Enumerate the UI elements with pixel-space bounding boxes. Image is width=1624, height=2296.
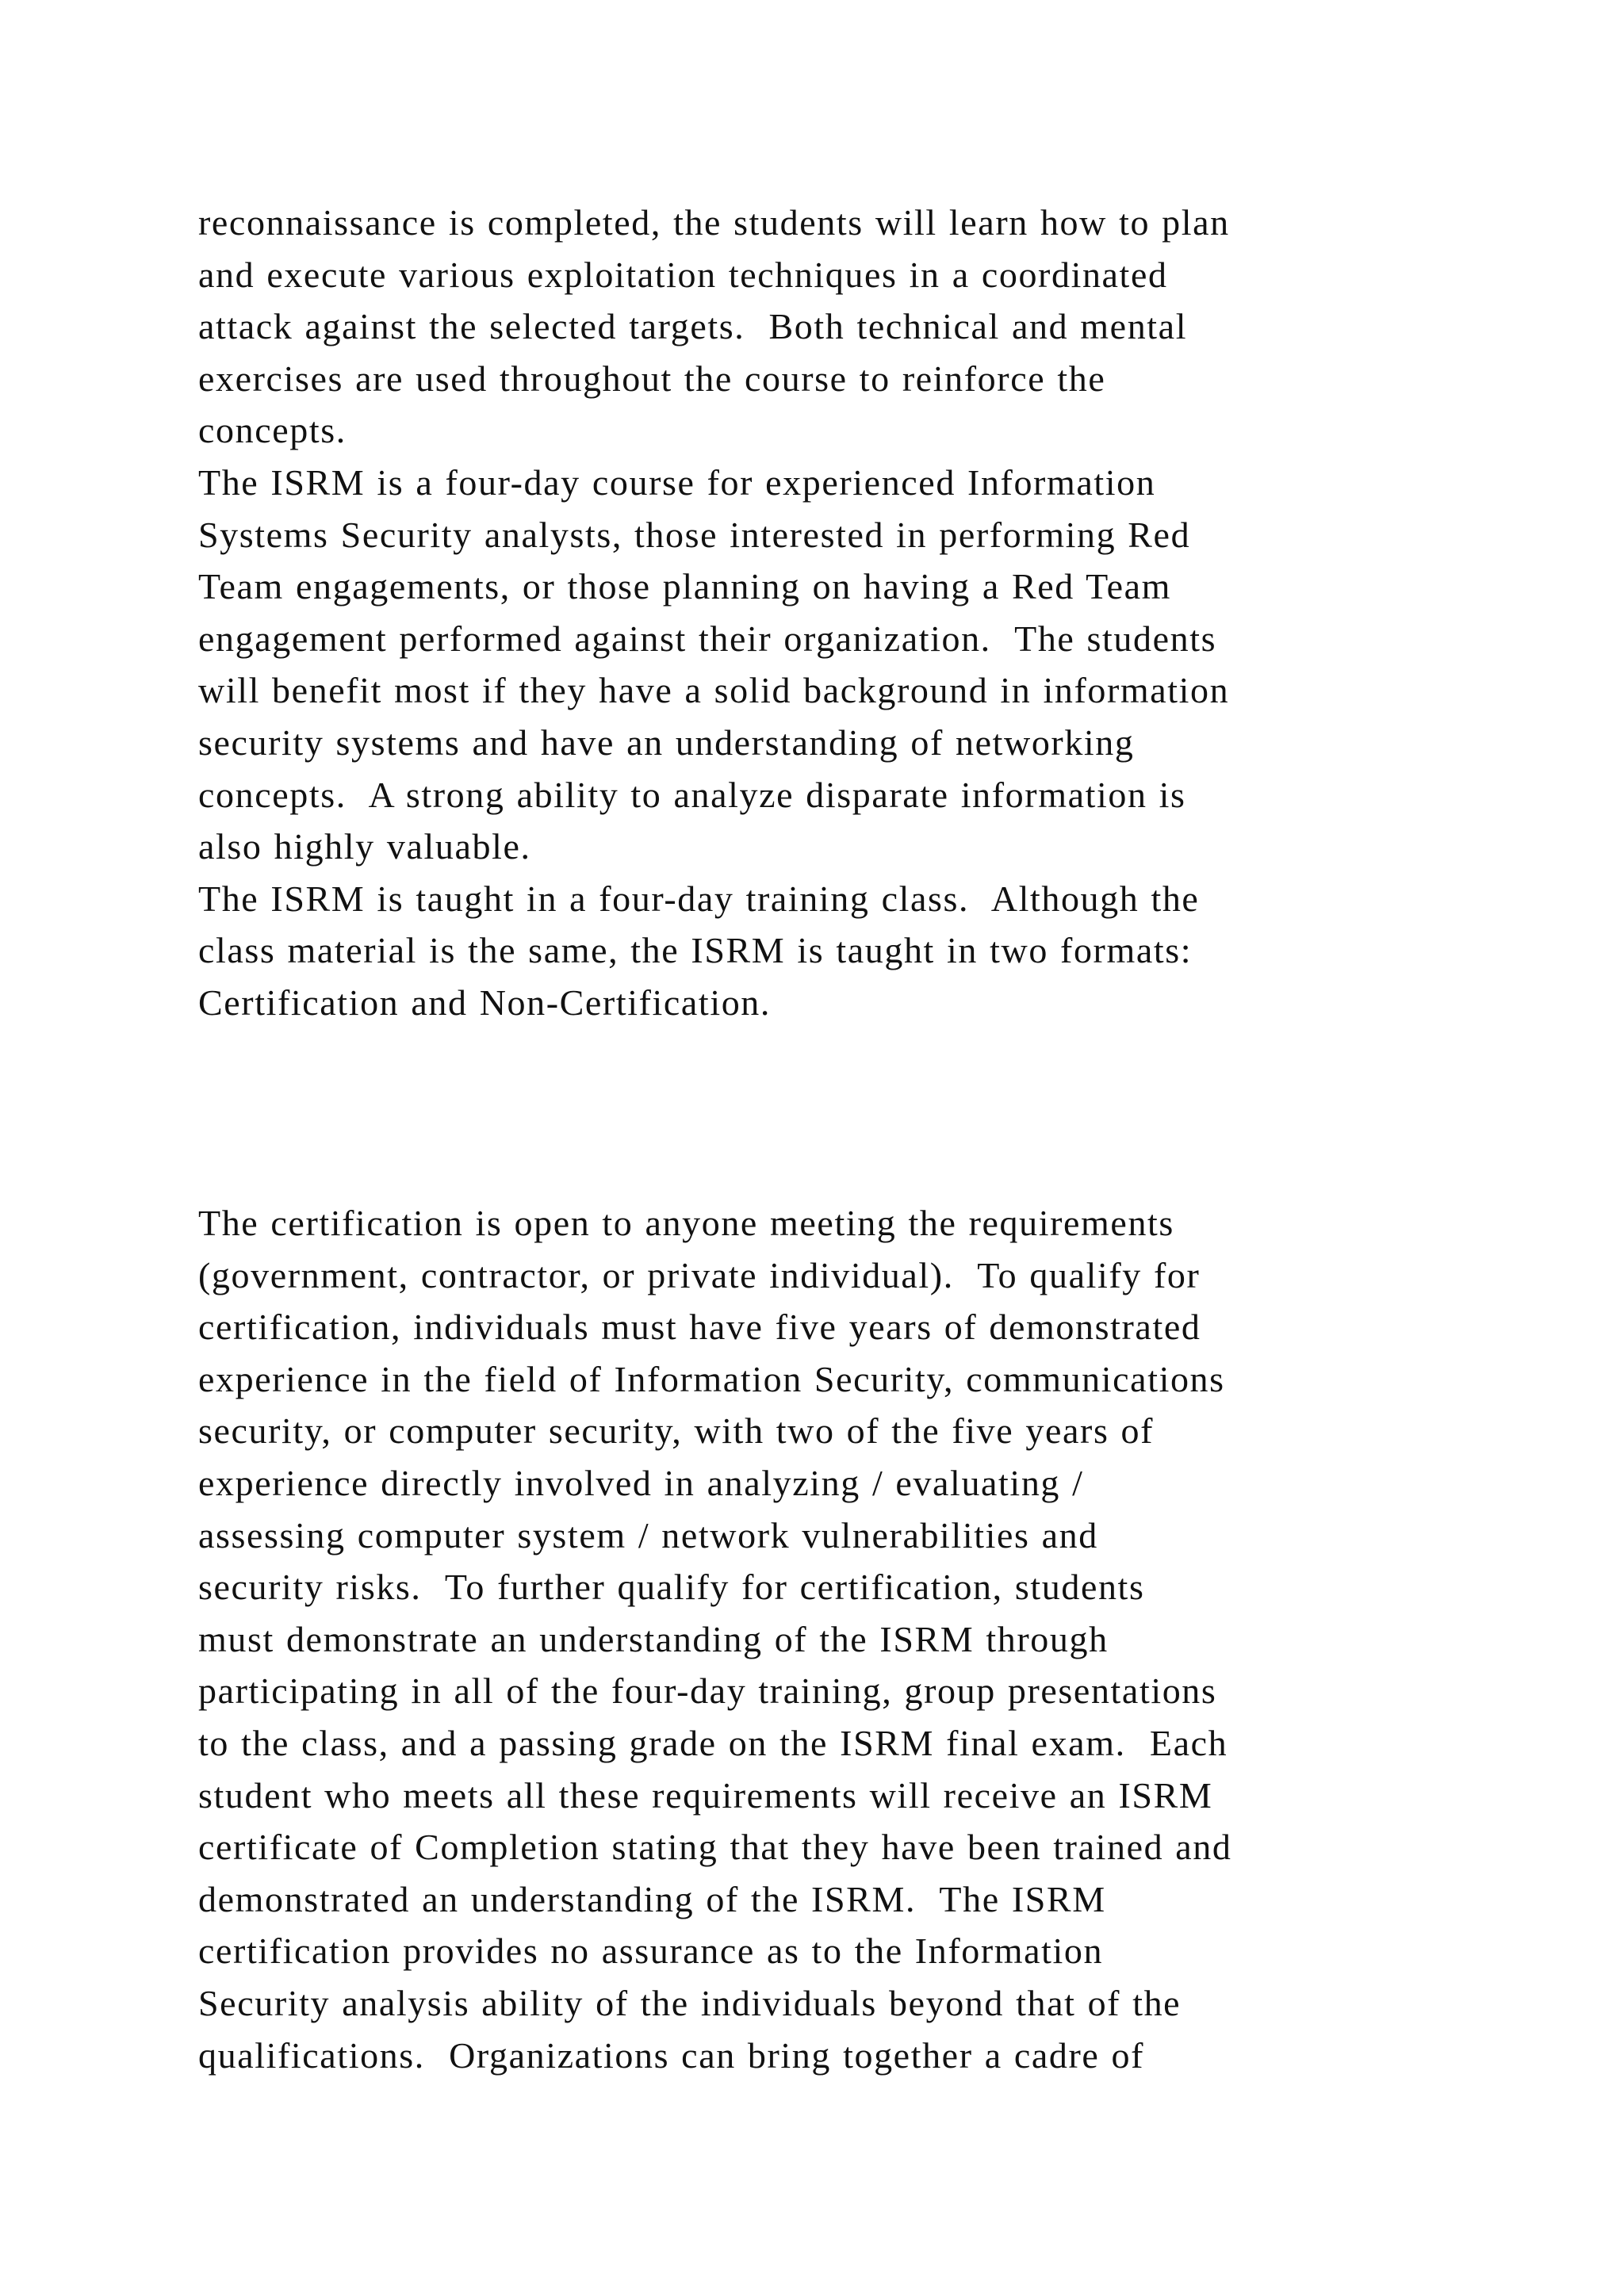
text-line: experience directly involved in analyzing / evaluating /: [198, 1462, 1084, 1503]
text-line: engagement performed against their organization. The students: [198, 618, 1217, 659]
text-line: The ISRM is taught in a four-day training class. Although the: [198, 878, 1200, 919]
text-line: also highly valuable.: [198, 826, 531, 867]
text-line: assessing computer system / network vulnerabilities and: [198, 1514, 1098, 1556]
text-line: The certification is open to anyone meeting the requirements: [198, 1203, 1174, 1243]
text-line: (government, contractor, or private individual). To qualify for: [198, 1254, 1201, 1295]
text-line: certification, individuals must have five years of demonstrated: [198, 1307, 1201, 1348]
text-line: The ISRM is a four-day course for experienced Information: [198, 461, 1156, 503]
text-line: security, or computer security, with two of the five years of: [198, 1410, 1155, 1452]
text-line: demonstrated an understanding of the ISRM. The ISRM: [198, 1878, 1106, 1919]
text-line: attack against the selected targets. Both technical and mental: [198, 306, 1188, 347]
text-line: experience in the field of Information Security, communications: [198, 1358, 1225, 1399]
text-line: and execute various exploitation techniques in a coordinated: [198, 254, 1168, 295]
text-line: Systems Security analysts, those interested in performing Red: [198, 514, 1191, 555]
text-line: concepts.: [198, 410, 347, 451]
text-line: participating in all of the four-day training, group presentations: [198, 1670, 1217, 1712]
text-line: certificate of Completion stating that they have been trained and: [198, 1827, 1232, 1868]
text-block-1: [198, 197, 1515, 1029]
text-line: class material is the same, the ISRM is taught in two formats:: [198, 930, 1193, 971]
text-line: security systems and have an understanding of networking: [198, 721, 1135, 763]
text-line: must demonstrate an understanding of the ISRM through: [198, 1618, 1109, 1659]
text-line: concepts. A strong ability to analyze disparate information is: [198, 774, 1186, 815]
text-line: exercises are used throughout the course to reinforce the: [198, 358, 1106, 399]
text-line: Security analysis ability of the individuals beyond that of the: [198, 1982, 1182, 2023]
text-line: to the class, and a passing grade on the ISRM final exam. Each: [198, 1722, 1228, 1763]
text-line: will benefit most if they have a solid background in information: [198, 670, 1230, 711]
text-line: qualifications. Organizations can bring together a cadre of: [198, 2034, 1145, 2076]
text-line: certification provides no assurance as to the Information: [198, 1931, 1104, 1972]
text-line: student who meets all these requirements will receive an ISRM: [198, 1774, 1213, 1816]
text-line: security risks. To further qualify for certification, students: [198, 1567, 1145, 1608]
text-block-2: [198, 1197, 1515, 2081]
text-line: reconnaissance is completed, the students will learn how to plan: [198, 202, 1230, 243]
text-line: Certification and Non-Certification.: [198, 982, 771, 1023]
text-line: Team engagements, or those planning on having a Red Team: [198, 566, 1172, 607]
